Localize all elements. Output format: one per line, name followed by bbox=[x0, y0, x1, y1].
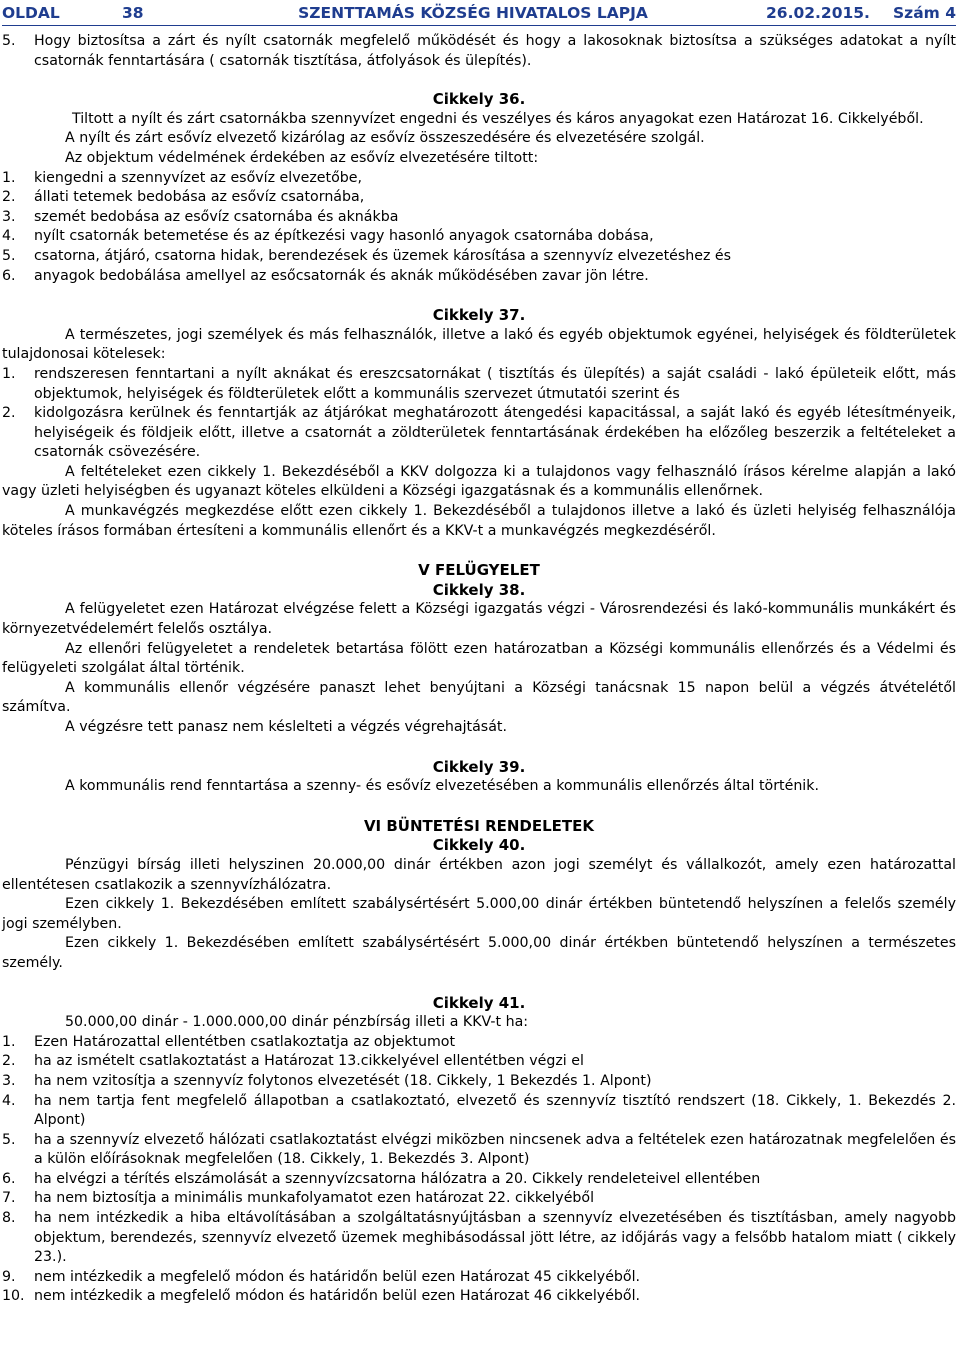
list-text: kiengedni a szennyvízet az esővíz elvezetőbe, bbox=[34, 169, 363, 186]
list-item bbox=[2, 1052, 956, 1072]
article-41-list bbox=[2, 1033, 956, 1307]
list-text: ha elvégzi a térítés elszámolását a szennyvízcsatorna hálózatra a 20. Cikkely rendeleteivel ellentében bbox=[34, 1170, 761, 1187]
article-41-paragraph-1: 50.000,00 dinár - 1.000.000,00 dinár pénzbírság illeti a KKV-t ha: bbox=[65, 1014, 529, 1031]
list-item bbox=[2, 32, 956, 71]
list-number: 7. bbox=[2, 1190, 16, 1207]
list-item bbox=[2, 247, 956, 267]
list-item bbox=[2, 208, 956, 228]
list-item bbox=[2, 1092, 956, 1131]
list-number: 2. bbox=[2, 405, 16, 422]
list-item bbox=[2, 1189, 956, 1209]
list-item bbox=[2, 1170, 956, 1190]
list-text: ha a szennyvíz elvezető hálózati csatlakoztatást elvégzi miközben nincsenek adva a feltételek ezen határozatnak megfelelően és a külön előírásoknak megfelelően (18. Cikkely, 1. Bekezdés 3. Alpont) bbox=[34, 1131, 956, 1168]
list-number: 6. bbox=[2, 267, 16, 284]
list-number: 1. bbox=[2, 1033, 16, 1050]
list-number: 9. bbox=[2, 1268, 16, 1285]
page-header bbox=[2, 2, 956, 26]
list-number: 4. bbox=[2, 228, 16, 245]
list-item bbox=[2, 227, 956, 247]
list-number: 5. bbox=[2, 33, 16, 49]
list-text: szemét bedobása az esővíz csatornába és aknákba bbox=[34, 208, 399, 225]
list-item bbox=[2, 267, 956, 287]
list-number: 1. bbox=[2, 365, 16, 382]
article-36-heading: Cikkely 36. bbox=[432, 90, 526, 109]
list-text: ha nem biztosítja a minimális munkafolyamatot ezen határozat 22. cikkelyéből bbox=[34, 1190, 595, 1207]
list-text: nyílt csatornák betemetése és az építkezési vagy hasonló anyagok csatornába dobása, bbox=[34, 228, 654, 245]
article-36-paragraph-1: Tiltott a nyílt és zárt csatornákba szennyvízet engedni és veszélyes és káros anyagokat ezen Határozat 16. Cikkelyéből. bbox=[72, 110, 924, 127]
article-37-paragraph-3: A munkavégzés megkezdése előtt ezen cikkely 1. Bekezdéséből a tulajdonos illetve a lakó és üzleti helyiség felhasználója köteles írásos formában értesíteni a kommunális ellenőrt és a KKV-t a munkavégzés megkezdéséről. bbox=[2, 503, 956, 539]
list-text: ha nem tartja fent megfelelő állapotban a csatlakoztató, elvezető és szennyvíz tisztító rendszert (18. Cikkely, 1. Bekezdés 2. Alpont) bbox=[34, 1092, 956, 1129]
section-5-title: V FELÜGYELET bbox=[418, 561, 540, 580]
article-39-heading: Cikkely 39. bbox=[432, 757, 526, 776]
list-item bbox=[2, 169, 956, 189]
article-38-paragraph-3: A kommunális ellenőr végzésére panaszt lehet benyújtani a Községi tanácsnak 15 napon belül a végzés átvételétől számítva. bbox=[2, 679, 956, 716]
article-40-paragraph-3: Ezen cikkely 1. Bekezdésében említett szabálysértésért 5.000,00 dinár értékben büntetendő helyszínen a természetes személy. bbox=[2, 935, 956, 971]
header-publication: SZENTTAMÁS KÖZSÉG HIVATALOS LAPJA bbox=[298, 4, 648, 22]
list-text: anyagok bedobálása amellyel az esőcsatornák és aknák működésében zavar jön létre. bbox=[34, 267, 649, 284]
list-text: Hogy biztosítsa a zárt és nyílt csatornák megfelelő működését és hogy a lakosoknak biztosítsa a szükséges adatokat a nyílt csatornák fenntartására ( csatornák tisztítása, átfolyások és ülepítés). bbox=[34, 33, 956, 69]
document-body bbox=[2, 26, 956, 1307]
list-text: ha nem intézkedik a hiba eltávolításában a szolgáltatásnyújtásban a szennyvíz elvezetésében és tisztításban, amely nagyobb objektum, berendezés, szennyvíz elvezető üzemek meghibásodással jött létre, az időjárás vagy a felsőbb hatalom miatt ( cikkely 23.). bbox=[34, 1210, 956, 1266]
article-36-list bbox=[2, 169, 956, 287]
list-number: 3. bbox=[2, 1072, 16, 1089]
list-text: csatorna, átjáró, csatorna hidak, berendezések és üzemek károsítása a szennyvíz elvezetéshez és bbox=[34, 247, 732, 264]
list-number: 10. bbox=[2, 1288, 25, 1305]
list-item bbox=[2, 188, 956, 208]
list-text: nem intézkedik a megfelelő módon és határidőn belül ezen Határozat 45 cikkelyéből. bbox=[34, 1268, 641, 1285]
list-number: 3. bbox=[2, 208, 16, 225]
list-text: ha az ismételt csatlakoztatást a Határozat 13.cikkelyével ellentétben végzi el bbox=[34, 1053, 584, 1070]
article-39-paragraph-1: A kommunális rend fenntartása a szenny- és esővíz elvezetésében a kommunális ellenőrzés által történik. bbox=[65, 778, 819, 795]
list-number: 4. bbox=[2, 1092, 16, 1109]
article-38-paragraph-1: A felügyeletet ezen Határozat elvégzése felett a Községi igazgatás végzi - Városrendezési és lakó-kommunális munkákért és környezetvédelemért felelős osztálya. bbox=[2, 601, 956, 638]
article-37-list bbox=[2, 365, 956, 463]
list-number: 8. bbox=[2, 1210, 16, 1227]
list-item bbox=[2, 1268, 956, 1288]
article-40-paragraph-2: Ezen cikkely 1. Bekezdésében említett szabálysértésért 5.000,00 dinár értékben büntetendő helyszínen a felelős személy jogi személyben. bbox=[2, 896, 956, 932]
list-text: kidolgozásra kerülnek és fenntartják az átjárókat meghatározott átengedési kapacitással, a saját lakó és egyéb létesítményeik, helyiségeik és földjeik előtt, illetve a csatornát a zöldterületek fenntartásának érdekében ha előzőleg beszerzik a feltételeket a csatornák csövezésére. bbox=[34, 405, 956, 461]
article-40-paragraph-1: Pénzügyi bírság illeti helyszinen 20.000,00 dinár értékben azon jogi személyt és vállalkozót, amely ezen határozattal ellentétesen csatlakozik a szennyvízhálózatra. bbox=[2, 856, 956, 893]
document-page bbox=[0, 2, 960, 1356]
article-37-paragraph-2: A feltételeket ezen cikkely 1. Bekezdéséből a KKV dolgozza ki a tulajdonos vagy felhasználó írásos kérelme alapján a lakó vagy üzleti helyiségben és ugyanazt köteles elküldeni a Községi igazgatásnak és a kommunális ellenőrnek. bbox=[2, 463, 956, 500]
list-number: 6. bbox=[2, 1170, 16, 1187]
article-37-paragraph-1: A természetes, jogi személyek és más felhasználók, illetve a lakó és egyéb objektumok egyénei, helyiségek és földterületek tulajdonosai kötelesek: bbox=[2, 326, 956, 363]
list-text: állati tetemek bedobása az esővíz csatornába, bbox=[34, 189, 365, 206]
article-38-heading: Cikkely 38. bbox=[432, 580, 526, 599]
article-36-paragraph-3: Az objektum védelmének érdekében az esővíz elvezetésére tiltott: bbox=[65, 149, 539, 166]
article-37-heading: Cikkely 37. bbox=[432, 306, 526, 325]
list-item bbox=[2, 1287, 956, 1307]
list-item bbox=[2, 1209, 956, 1268]
list-text: Ezen Határozattal ellentétben csatlakoztatja az objektumot bbox=[34, 1033, 456, 1050]
list-item bbox=[2, 365, 956, 404]
article-41-heading: Cikkely 41. bbox=[432, 993, 526, 1012]
list-number: 5. bbox=[2, 1131, 16, 1148]
header-date: 26.02.2015. bbox=[766, 4, 870, 22]
article-38-paragraph-2: Az ellenőri felügyeletet a rendeletek betartása fölött ezen határozatban a Községi kommunális ellenőrzés és a Védelmi és felügyeleti szolgálat által történik. bbox=[2, 640, 956, 677]
list-number: 2. bbox=[2, 1053, 16, 1070]
header-oldal: OLDAL bbox=[2, 4, 60, 22]
list-item bbox=[2, 1072, 956, 1092]
article-40-heading: Cikkely 40. bbox=[432, 836, 526, 855]
list-item bbox=[2, 404, 956, 463]
list-number: 2. bbox=[2, 189, 16, 206]
list-number: 1. bbox=[2, 169, 16, 186]
header-issue: Szám 4 bbox=[893, 4, 956, 22]
header-page-number: 38 bbox=[122, 4, 144, 22]
article-36-paragraph-2: A nyílt és zárt esővíz elvezető kizárólag az esővíz összeszedésére és elvezetésére szolgál. bbox=[65, 130, 705, 147]
list-item bbox=[2, 1131, 956, 1170]
list-text: rendszeresen fenntartani a nyílt aknákat és ereszcsatornákat ( tisztítás és ülepítés) a saját családi - lakó épületeik előtt, más objektumok, helyiségek és földterületek előtt a kommunális szervezet útmutatói szerint és bbox=[34, 365, 956, 402]
list-number: 5. bbox=[2, 247, 16, 264]
article-38-paragraph-4: A végzésre tett panasz nem késlelteti a végzés végrehajtását. bbox=[65, 719, 507, 735]
list-text: ha nem vzitosítja a szennyvíz folytonos elvezetését (18. Cikkely, 1 Bekezdés 1. Alpont) bbox=[34, 1072, 652, 1089]
list-text: nem intézkedik a megfelelő módon és határidőn belül ezen Határozat 46 cikkelyéből. bbox=[34, 1288, 641, 1305]
list-item bbox=[2, 1033, 956, 1053]
section-6-title: VI BÜNTETÉSI RENDELETEK bbox=[363, 816, 595, 835]
